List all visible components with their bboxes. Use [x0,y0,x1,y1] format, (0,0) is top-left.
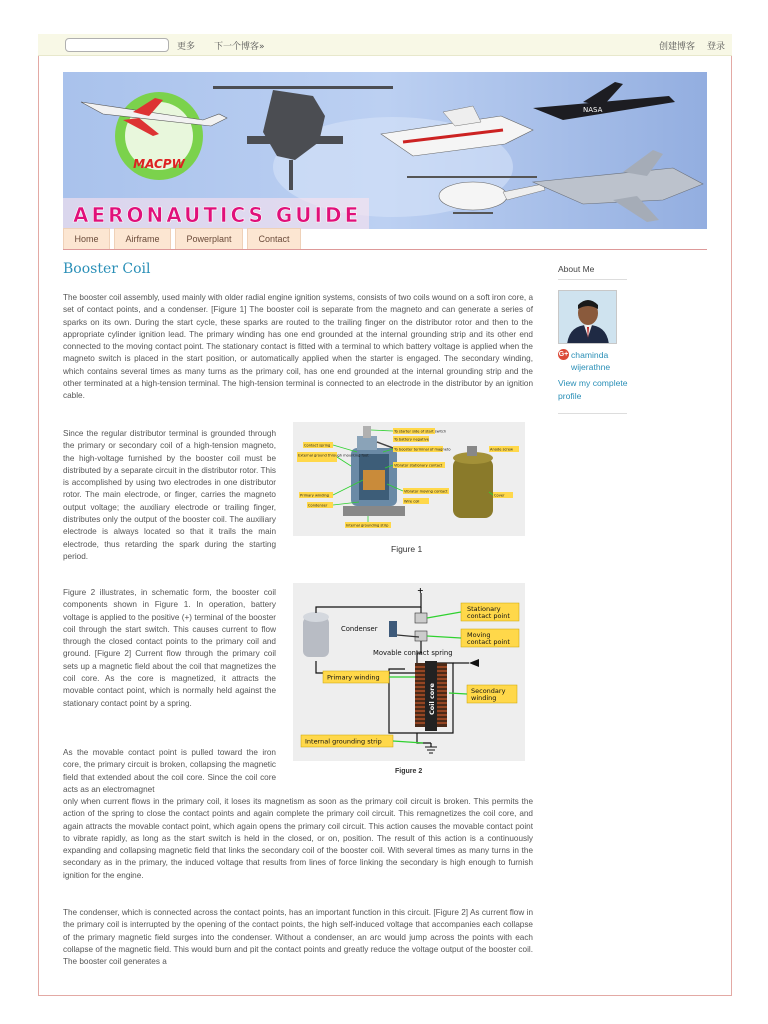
figure-1-image [293,422,525,536]
page-frame [38,56,732,996]
fig2-stationary-label-1: Stationary [467,605,501,613]
post-paragraph-1: The booster coil assembly, used mainly with older radial engine ignition systems, consists of two coils wound on a soft iron core, a set of contact points, and a condenser. [Figure 1] The booster coil is separate from the magneto and can generate a series of sparks on its own. During the start cycle, these sparks are routed to the trailing finger on the distributor rotor and then to the appropriate cylinder ignition lead. The primary winding has one end grounded at the internal grounding strip and its other end connected to the moving contact point. The stationary contact is fitted with a terminal to which battery voltage is applied when the magneto switch is placed in the start position, or automatically applied when the starter is engaged. The secondary winding, which contains several times as many turns as the primary coil, has one end grounded at the internal grounding strip and the other terminated at a high-tension terminal. The high-tension terminal is connected to an electrode in the distributor by an ignition cable. [63,293,533,401]
tab-home[interactable]: Home [63,228,110,249]
navbar-login-link[interactable]: 登录 [707,42,726,52]
google-plus-icon: G+ [558,351,569,358]
sidebar-author-name[interactable]: chaminda wijerathne [571,350,611,372]
fig1-label-contact-spring: Contact spring [304,443,331,448]
tab-powerplant[interactable]: Powerplant [175,228,243,249]
figure-2-image [293,583,525,761]
fig2-secondary-label-2: winding [471,694,497,702]
navbar-more-link[interactable]: 更多 [177,42,196,52]
tab-contact[interactable]: Contact [247,228,301,249]
fig1-label-anode: Anode screw [490,447,513,452]
fig2-movable-spring-label: Movable contact spring [373,649,453,657]
fig1-label-vibrator-moving: Vibrator moving contact [404,489,448,494]
fig1-label-to-booster: To booster terminal of magneto [394,447,451,452]
fig2-coil-core-label: Coil core [428,683,436,715]
fig2-moving-label-2: contact point [467,638,510,646]
tab-airframe[interactable]: Airframe [114,228,171,249]
fig1-label-to-starter: To starter side of start switch [394,429,447,434]
fig1-label-vibrator-stationary: Vibrator stationary contact [394,463,443,468]
fig2-condenser-label: Condenser [341,625,378,633]
fig2-stationary-label-2: contact point [467,612,510,620]
fig1-label-wire-coil: Wire coil [404,499,420,504]
figure-1-caption: Figure 1 [391,544,423,554]
fig1-label-external-ground: External ground through mounting foot [298,453,369,458]
sidebar-divider-bottom [558,413,627,414]
sidebar-divider-top [558,279,627,280]
fig1-label-to-battery: To battery negative [394,437,429,442]
sidebar-about-heading: About Me [558,264,595,274]
figure-2-caption: Figure 2 [395,768,423,775]
post-paragraph-2: Since the regular distributor terminal is grounded through the primary or secondary coil of a high-tension magneto, the high-voltage furnished by the booster coil must be distributed by a separate circuit in the distributor rotor. This is accomplished by using two electrodes in one distributor rotor. The main electrode, or finger, carries the magneto output voltage; the auxiliary electrode or trailing finger, distributes only the output of the booster coil. The auxiliary electrode is always located so that it trails the main electrode, thus retarding the spark during the starting period. [63,429,276,561]
avatar[interactable] [558,290,617,344]
fig1-label-condenser: Condenser [308,503,328,508]
logo-text: MACPW [133,157,185,171]
fig2-primary-label: Primary winding [327,673,380,682]
navbar-create-blog-link[interactable]: 创建博客 [659,42,696,52]
page-tabs [63,228,707,250]
blogger-navbar [38,34,732,56]
fig2-plus-label: + [417,586,424,595]
post-title[interactable]: Booster Coil [63,261,151,277]
post-paragraph-4-end: only when current flows in the primary coil, it loses its magnetism as soon as the primary coil circuit is broken. This permits the action of the spring to close the contact points and again complete the primary coil circuit. This remagnetizes the coil core, and again attracts the movable contact point, which again opens the primary coil circuit. This action causes the movable contact point to vibrate rapidly, as long as the start switch is held in the closed, or on, position. The result of this action is a continuously expanding and collapsing magnetic field that links the secondary coil of the booster coil. With several times as many turns in the secondary as in the primary, the induced voltage that results from lines of force linking the secondary is high enough to furnish ignition for the engine. [63,797,533,880]
navbar-next-blog-link[interactable]: 下一个博客» [214,42,265,52]
navbar-search-input[interactable] [65,38,169,52]
fig2-internal-ground-label: Internal grounding strip [305,737,382,746]
fig2-moving-label-1: Moving [467,631,491,639]
banner-title: AERONAUTICS GUIDE [73,203,362,227]
nasa-text: NASA [583,106,603,114]
fig1-label-cover: Cover [494,493,505,498]
post-paragraph-3: Figure 2 illustrates, in schematic form, the booster coil components shown in Figure 1. In operation, battery voltage is applied to the positive (+) terminal of the booster coil through the start switch. This causes current to flow through the closed contact points to the primary coil and ground. [Figure 2] Current flow through the primary coil sets up a magnetic field about the coil that magnetizes the coil core. As the core is magnetized, it attracts the movable contact point, which is normally held against the stationary contact point by a spring. [63,588,276,708]
header-banner[interactable] [63,72,707,229]
fig2-secondary-label-1: Secondary [471,687,506,695]
post-paragraph-5: The condenser, which is connected across the contact points, has an important function in this circuit. [Figure 2] As current flow in the primary coil is interrupted by the opening of the contact points, the high self-induced voltage that accompanies each collapse of the primary magnetic field surges into the condenser. Without a condenser, an arc would jump across the points with each collapse of the magnetic field. This would burn and pit the contact points and greatly reduce the voltage output of the booster coil. The booster coil generates a [63,908,533,967]
fig1-label-primary-winding: Primary winding [300,493,330,498]
fig1-label-internal-ground: Internal grounding strip [346,523,389,528]
sidebar-profile-link[interactable]: View my complete profile [558,378,628,401]
post-paragraph-4-start: As the movable contact point is pulled toward the iron core, the primary circuit is broken, collapsing the magnetic field that extended about the coil core. Since the coil core acts as an electromagnet [63,748,276,794]
